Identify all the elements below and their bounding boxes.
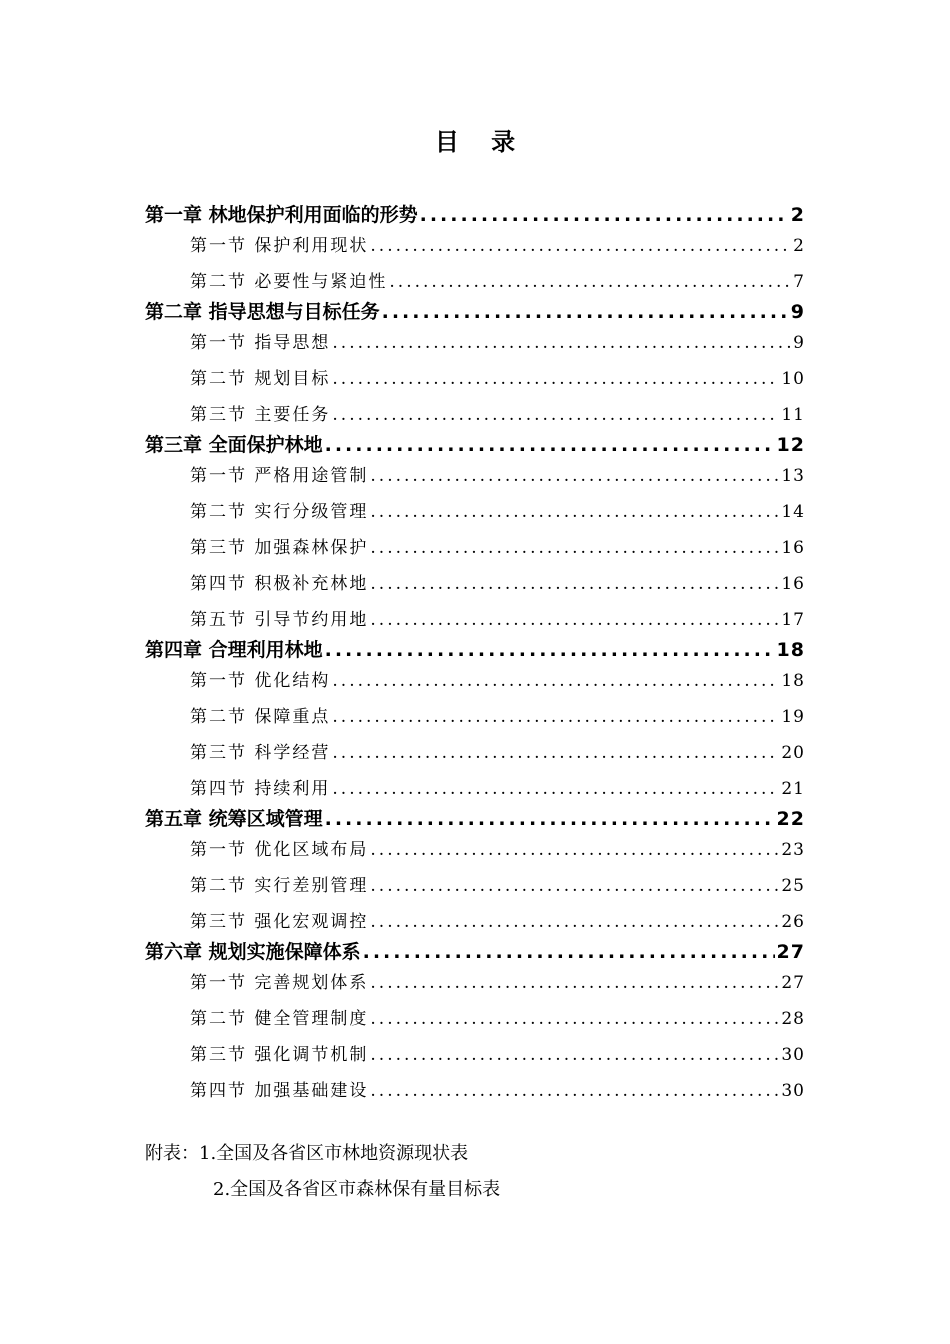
toc-section-page: 27	[781, 973, 805, 993]
toc-section-label: 第一节 优化结构	[190, 671, 331, 691]
toc-section-page: 30	[781, 1081, 805, 1101]
toc-section-row[interactable]	[145, 1037, 805, 1073]
toc-dot-leader	[332, 397, 779, 433]
toc-chapter-label: 第六章 规划实施保障体系	[145, 941, 361, 963]
toc-chapter-label: 第五章 统筹区域管理	[145, 808, 323, 830]
toc-section-page: 13	[781, 466, 805, 486]
toc-section-row[interactable]	[145, 397, 805, 433]
toc-section-page: 21	[781, 779, 805, 799]
toc-section-page: 9	[793, 333, 805, 353]
toc-section-row[interactable]	[145, 361, 805, 397]
toc-section-page: 26	[781, 912, 805, 932]
toc-dot-leader	[370, 530, 779, 566]
toc-chapter-row[interactable]	[145, 638, 805, 663]
toc-section-label: 第一节 保护利用现状	[190, 236, 369, 256]
toc-dot-leader	[370, 602, 779, 638]
toc-section-label: 第四节 持续利用	[190, 779, 331, 799]
toc-section-label: 第二节 实行分级管理	[190, 502, 369, 522]
toc-section-page: 10	[781, 369, 805, 389]
table-of-contents	[145, 203, 805, 1109]
toc-section-label: 第二节 必要性与紧迫性	[190, 272, 388, 292]
toc-chapter-label: 第四章 合理利用林地	[145, 639, 323, 661]
toc-section-label: 第三节 科学经营	[190, 743, 331, 763]
toc-chapter-page: 18	[776, 639, 805, 661]
appendix-line-2: 2.全国及各省区市森林保有量目标表	[213, 1179, 501, 1200]
toc-section-label: 第三节 强化宏观调控	[190, 912, 369, 932]
toc-section-page: 7	[793, 272, 805, 292]
toc-section-page: 30	[781, 1045, 805, 1065]
toc-section-label: 第二节 健全管理制度	[190, 1009, 369, 1029]
toc-section-label: 第二节 保障重点	[190, 707, 331, 727]
toc-dot-leader	[370, 1001, 779, 1037]
toc-section-label: 第一节 严格用途管制	[190, 466, 369, 486]
toc-section-row[interactable]	[145, 494, 805, 530]
toc-section-row[interactable]	[145, 1001, 805, 1037]
toc-chapter-row[interactable]	[145, 433, 805, 458]
toc-dot-leader	[332, 361, 779, 397]
toc-dot-leader	[370, 228, 791, 264]
toc-section-row[interactable]	[145, 1073, 805, 1109]
toc-section-row[interactable]	[145, 566, 805, 602]
toc-chapter-page: 9	[790, 301, 805, 323]
toc-section-label: 第一节 优化区域布局	[190, 840, 369, 860]
toc-chapter-page: 27	[776, 941, 805, 963]
toc-dot-leader	[370, 566, 779, 602]
toc-section-page: 18	[781, 671, 805, 691]
toc-section-row[interactable]	[145, 735, 805, 771]
toc-section-label: 第一节 完善规划体系	[190, 973, 369, 993]
toc-section-label: 第二节 规划目标	[190, 369, 331, 389]
toc-dot-leader	[382, 300, 789, 325]
toc-dot-leader	[325, 807, 775, 832]
toc-dot-leader	[363, 940, 775, 965]
toc-section-row[interactable]	[145, 602, 805, 638]
toc-section-row[interactable]	[145, 868, 805, 904]
toc-dot-leader	[325, 638, 775, 663]
toc-dot-leader	[370, 494, 779, 530]
toc-chapter-row[interactable]	[145, 940, 805, 965]
toc-chapter-page: 12	[776, 434, 805, 456]
page-title: 目 录	[434, 128, 528, 156]
toc-dot-leader	[420, 203, 789, 228]
toc-dot-leader	[370, 458, 779, 494]
toc-chapter-row[interactable]	[145, 203, 805, 228]
toc-section-row[interactable]	[145, 965, 805, 1001]
toc-section-row[interactable]	[145, 699, 805, 735]
toc-section-page: 28	[781, 1009, 805, 1029]
toc-section-row[interactable]	[145, 771, 805, 807]
toc-chapter-page: 22	[776, 808, 805, 830]
toc-dot-leader	[370, 1073, 779, 1109]
toc-section-label: 第三节 强化调节机制	[190, 1045, 369, 1065]
toc-section-page: 16	[781, 574, 805, 594]
toc-section-row[interactable]	[145, 228, 805, 264]
toc-dot-leader	[332, 735, 779, 771]
toc-section-page: 2	[793, 236, 805, 256]
toc-dot-leader	[370, 868, 779, 904]
toc-chapter-page: 2	[790, 204, 805, 226]
toc-chapter-label: 第二章 指导思想与目标任务	[145, 301, 380, 323]
appendix-line-1: 附表：1.全国及各省区市林地资源现状表	[145, 1143, 469, 1164]
toc-section-label: 第一节 指导思想	[190, 333, 331, 353]
toc-section-label: 第二节 实行差别管理	[190, 876, 369, 896]
toc-section-page: 19	[781, 707, 805, 727]
toc-section-row[interactable]	[145, 663, 805, 699]
toc-section-row[interactable]	[145, 458, 805, 494]
toc-section-label: 第五节 引导节约用地	[190, 610, 369, 630]
toc-section-page: 23	[781, 840, 805, 860]
appendix	[145, 1136, 500, 1208]
toc-dot-leader	[325, 433, 775, 458]
toc-section-row[interactable]	[145, 904, 805, 940]
toc-dot-leader	[370, 832, 779, 868]
toc-section-label: 第三节 加强森林保护	[190, 538, 369, 558]
toc-dot-leader	[332, 771, 779, 807]
toc-chapter-row[interactable]	[145, 807, 805, 832]
toc-dot-leader	[370, 904, 779, 940]
toc-section-page: 20	[781, 743, 805, 763]
toc-section-label: 第三节 主要任务	[190, 405, 331, 425]
toc-chapter-label: 第三章 全面保护林地	[145, 434, 323, 456]
toc-section-row[interactable]	[145, 325, 805, 361]
toc-dot-leader	[332, 699, 779, 735]
toc-dot-leader	[370, 965, 779, 1001]
toc-dot-leader	[370, 1037, 779, 1073]
toc-chapter-row[interactable]	[145, 300, 805, 325]
toc-section-label: 第四节 积极补充林地	[190, 574, 369, 594]
toc-chapter-label: 第一章 林地保护利用面临的形势	[145, 204, 418, 226]
toc-section-page: 17	[781, 610, 805, 630]
toc-section-page: 11	[781, 405, 805, 425]
toc-section-label: 第四节 加强基础建设	[190, 1081, 369, 1101]
toc-section-page: 14	[781, 502, 805, 522]
toc-section-page: 25	[781, 876, 805, 896]
toc-section-row[interactable]	[145, 530, 805, 566]
toc-dot-leader	[389, 264, 791, 300]
toc-dot-leader	[332, 663, 779, 699]
toc-section-page: 16	[781, 538, 805, 558]
toc-dot-leader	[332, 325, 791, 361]
toc-section-row[interactable]	[145, 832, 805, 868]
toc-section-row[interactable]	[145, 264, 805, 300]
